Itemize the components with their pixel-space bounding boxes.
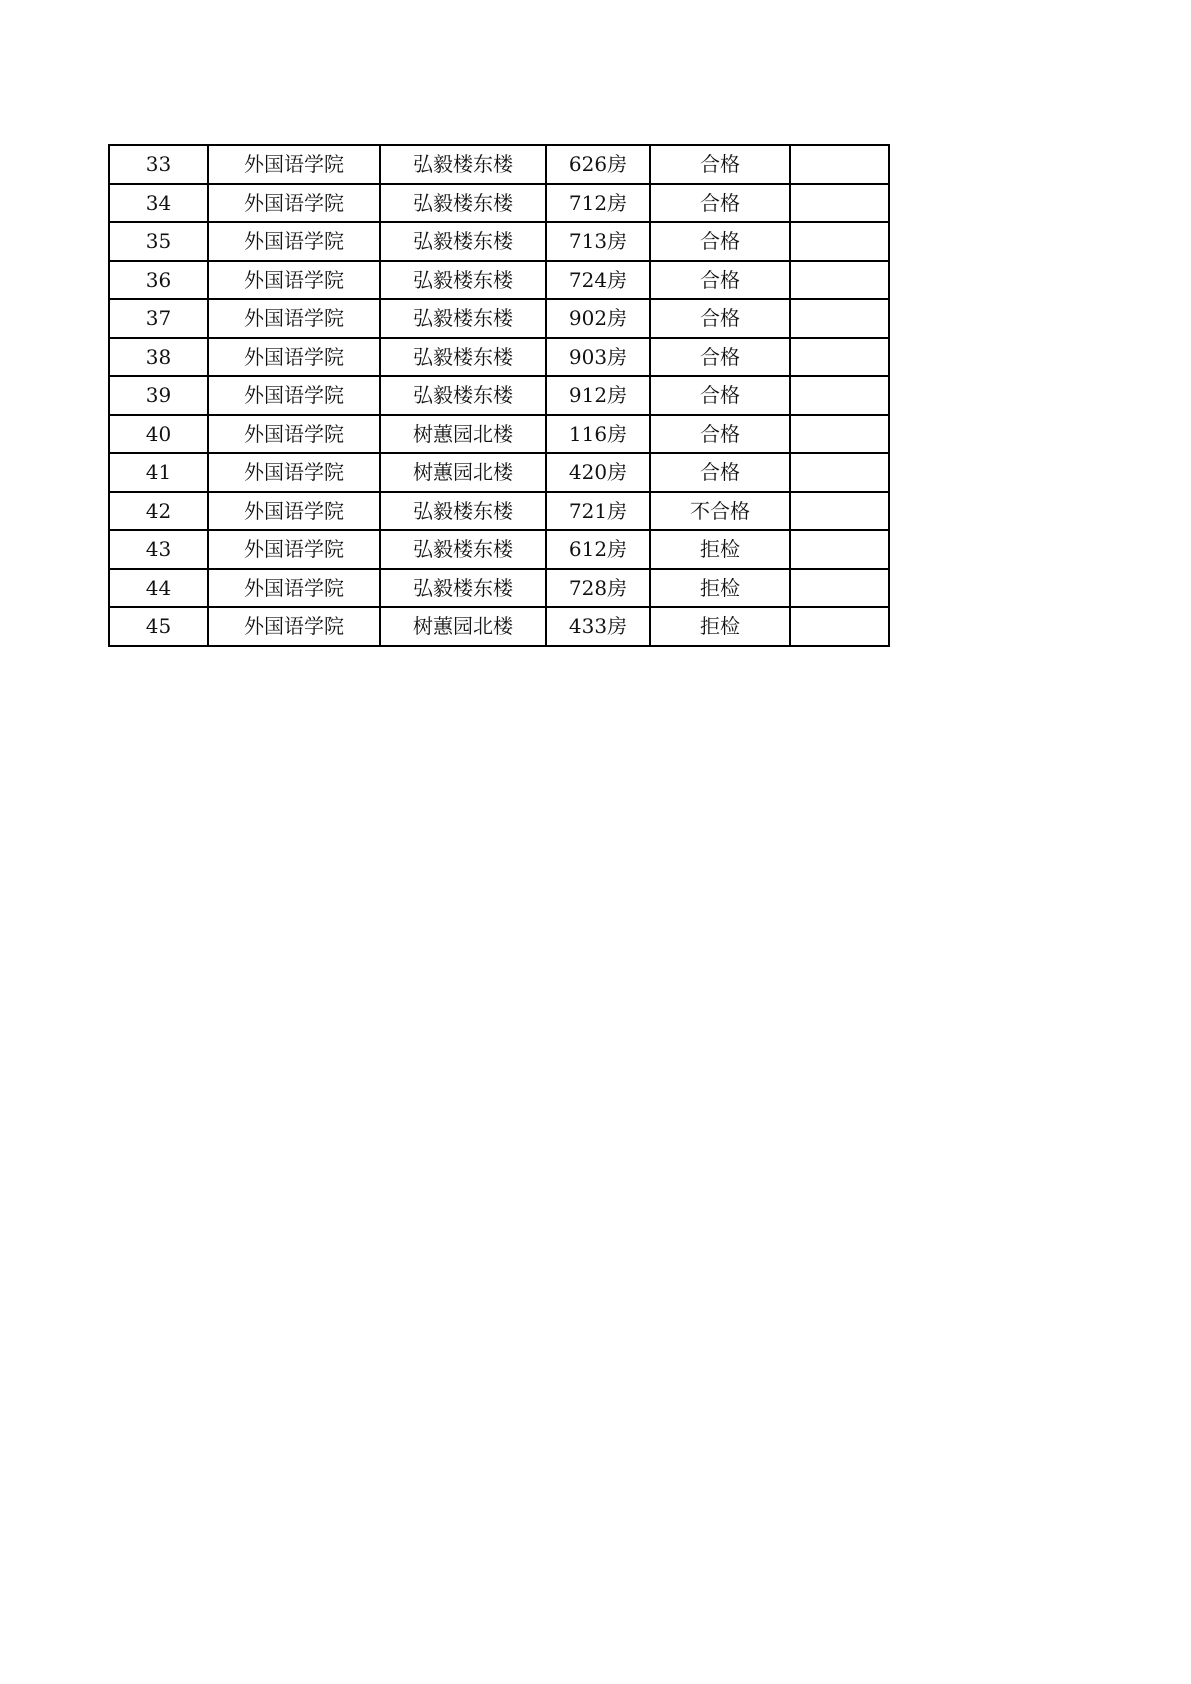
result-cell: 合格	[650, 453, 790, 492]
room-cell: 433房	[546, 607, 650, 646]
row-number-cell: 39	[109, 376, 208, 415]
room-cell: 902房	[546, 299, 650, 338]
table-row	[109, 607, 889, 646]
room-cell: 713房	[546, 222, 650, 261]
remark-cell	[790, 261, 889, 300]
building-cell: 弘毅楼东楼	[380, 145, 546, 184]
building-cell: 弘毅楼东楼	[380, 261, 546, 300]
college-cell: 外国语学院	[208, 453, 380, 492]
college-cell: 外国语学院	[208, 299, 380, 338]
building-cell: 弘毅楼东楼	[380, 376, 546, 415]
building-cell: 树蕙园北楼	[380, 415, 546, 454]
row-number-cell: 44	[109, 569, 208, 608]
result-cell: 合格	[650, 184, 790, 223]
result-cell: 不合格	[650, 492, 790, 531]
building-cell: 弘毅楼东楼	[380, 530, 546, 569]
building-cell: 树蕙园北楼	[380, 453, 546, 492]
table-row	[109, 338, 889, 377]
college-cell: 外国语学院	[208, 530, 380, 569]
college-cell: 外国语学院	[208, 492, 380, 531]
row-number-cell: 45	[109, 607, 208, 646]
building-cell: 弘毅楼东楼	[380, 299, 546, 338]
remark-cell	[790, 530, 889, 569]
remark-cell	[790, 222, 889, 261]
table-row	[109, 145, 889, 184]
result-cell: 拒检	[650, 569, 790, 608]
row-number-cell: 34	[109, 184, 208, 223]
result-cell: 合格	[650, 338, 790, 377]
remark-cell	[790, 338, 889, 377]
table-row	[109, 415, 889, 454]
building-cell: 弘毅楼东楼	[380, 184, 546, 223]
table-row	[109, 530, 889, 569]
row-number-cell: 43	[109, 530, 208, 569]
result-cell: 合格	[650, 376, 790, 415]
college-cell: 外国语学院	[208, 184, 380, 223]
result-cell: 合格	[650, 222, 790, 261]
room-cell: 724房	[546, 261, 650, 300]
college-cell: 外国语学院	[208, 415, 380, 454]
table-row	[109, 453, 889, 492]
remark-cell	[790, 492, 889, 531]
room-cell: 912房	[546, 376, 650, 415]
row-number-cell: 38	[109, 338, 208, 377]
remark-cell	[790, 299, 889, 338]
college-cell: 外国语学院	[208, 376, 380, 415]
room-cell: 712房	[546, 184, 650, 223]
building-cell: 弘毅楼东楼	[380, 338, 546, 377]
result-cell: 合格	[650, 261, 790, 300]
result-cell: 合格	[650, 415, 790, 454]
row-number-cell: 33	[109, 145, 208, 184]
row-number-cell: 35	[109, 222, 208, 261]
table-row	[109, 222, 889, 261]
table-row	[109, 376, 889, 415]
room-cell: 116房	[546, 415, 650, 454]
room-cell: 612房	[546, 530, 650, 569]
remark-cell	[790, 607, 889, 646]
table-row	[109, 299, 889, 338]
college-cell: 外国语学院	[208, 569, 380, 608]
inspection-table	[108, 144, 890, 647]
row-number-cell: 41	[109, 453, 208, 492]
result-cell: 合格	[650, 299, 790, 338]
room-cell: 728房	[546, 569, 650, 608]
building-cell: 树蕙园北楼	[380, 607, 546, 646]
building-cell: 弘毅楼东楼	[380, 569, 546, 608]
result-cell: 拒检	[650, 607, 790, 646]
table-body	[109, 145, 889, 646]
remark-cell	[790, 184, 889, 223]
building-cell: 弘毅楼东楼	[380, 492, 546, 531]
college-cell: 外国语学院	[208, 607, 380, 646]
remark-cell	[790, 145, 889, 184]
table-row	[109, 569, 889, 608]
college-cell: 外国语学院	[208, 145, 380, 184]
table-row	[109, 492, 889, 531]
remark-cell	[790, 376, 889, 415]
room-cell: 721房	[546, 492, 650, 531]
college-cell: 外国语学院	[208, 261, 380, 300]
building-cell: 弘毅楼东楼	[380, 222, 546, 261]
room-cell: 903房	[546, 338, 650, 377]
room-cell: 626房	[546, 145, 650, 184]
result-cell: 拒检	[650, 530, 790, 569]
college-cell: 外国语学院	[208, 338, 380, 377]
college-cell: 外国语学院	[208, 222, 380, 261]
row-number-cell: 40	[109, 415, 208, 454]
row-number-cell: 37	[109, 299, 208, 338]
room-cell: 420房	[546, 453, 650, 492]
remark-cell	[790, 569, 889, 608]
remark-cell	[790, 453, 889, 492]
table-row	[109, 184, 889, 223]
remark-cell	[790, 415, 889, 454]
result-cell: 合格	[650, 145, 790, 184]
row-number-cell: 36	[109, 261, 208, 300]
table-row	[109, 261, 889, 300]
row-number-cell: 42	[109, 492, 208, 531]
